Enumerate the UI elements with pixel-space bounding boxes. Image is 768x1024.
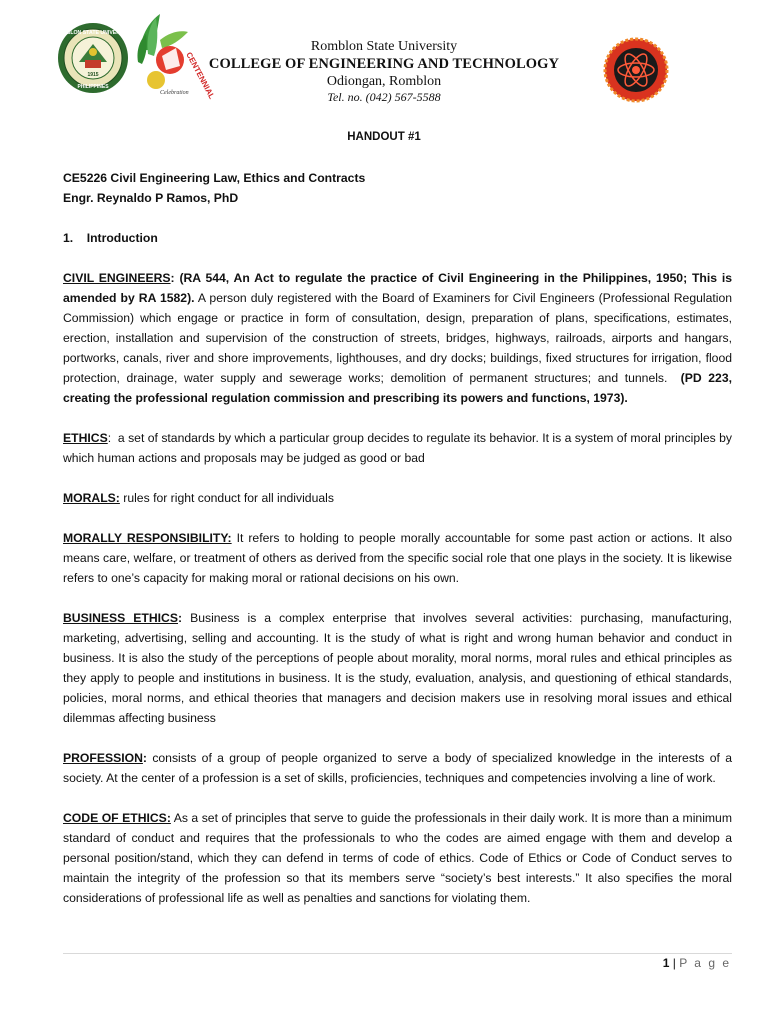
definition-business-ethics: BUSINESS ETHICS: Business is a complex enterprise that involves several activities: purchasing, manufacturing, marketing, advertising, selling and accounting. It is the study of what is right and wrong human behavior and conduct in business. It is also the study of the perceptions of people about morality, moral norms, moral rules and ethical principles as they apply to people and institutions in business. It is the study, evaluation, analysis, and questioning of ethical standards, policies, moral norms, and ethical theories that managers and decision makers use in resolving moral issues and ethical dilemmas affecting business bbox=[63, 611, 732, 725]
handout-title: HANDOUT #1 bbox=[347, 131, 421, 143]
seal-country-text: PHILIPPINES bbox=[77, 84, 109, 90]
page-label: P a g e bbox=[679, 956, 731, 970]
centennial-logo bbox=[130, 10, 217, 101]
section-number: 1. bbox=[63, 231, 74, 245]
seal-top-text: ROMBLON STATE UNIVERSITY bbox=[54, 30, 132, 36]
footer-separator: | bbox=[672, 956, 676, 970]
page-footer bbox=[663, 954, 731, 972]
section-title: Introduction bbox=[86, 231, 158, 245]
definition-term: CIVIL ENGINEERS bbox=[63, 271, 171, 285]
course-title: CE5226 Civil Engineering Law, Ethics and Contracts bbox=[63, 171, 366, 185]
definition-term: BUSINESS ETHICS bbox=[63, 611, 178, 625]
definition-term: MORALS: bbox=[63, 491, 120, 505]
definition-term: ETHICS bbox=[63, 431, 108, 445]
definition-term: CODE OF ETHICS: bbox=[63, 811, 171, 825]
definition-term: MORALLY RESPONSIBILITY: bbox=[63, 531, 232, 545]
definition-ethics: ETHICS: a set of standards by which a particular group decides to regulate its behavior. It is a system of moral principles by which human actions and proposals may be judged as good or bad bbox=[63, 431, 732, 465]
definition-text: As a set of principles that serve to guide the professionals in their daily work. It is more than a minimum standard of conduct and requires that the professionals to who the codes are aimed engage with them and develop a personal position/stand, which they can defend in terms of code of ethics. Code of Ethics or Code of Conduct serves to maintain the integrity of the profession so that its members serve “society’s best interests.” It also specifies the moral considerations of professional life as well as penalties and sanctions for violating them. bbox=[63, 811, 732, 905]
page-number: 1 bbox=[662, 956, 670, 970]
footer-divider bbox=[63, 953, 732, 954]
definition-text: Business is a complex enterprise that involves several activities: purchasing, manufacturing, marketing, advertising, selling and accounting. It is the study of what is right and wrong human behavior and conduct in business. It is also the study of the perceptions of people about morality, moral norms, moral rules and ethical principles as they apply to people and institutions in business. It is the study, evaluation, analysis, and questioning of ethical standards, policies, moral norms, and ethical theories that managers and decision makers use in resolving moral issues and ethical dilemmas affecting business bbox=[63, 611, 732, 725]
letterhead bbox=[200, 38, 568, 105]
centennial-sub-text: Celebration bbox=[160, 90, 189, 96]
college-name: COLLEGE OF ENGINEERING AND TECHNOLOGY bbox=[208, 56, 560, 72]
definition-reference-2: (PD 223, creating the professional regulation commission and prescribing its powers and functions, 1973). bbox=[63, 371, 732, 405]
centennial-text: CENTENNIAL bbox=[184, 50, 217, 101]
definition-profession: PROFESSION: consists of a group of people organized to serve a body of specialized knowledge in the interests of a society. At the center of a profession is a set of skills, proficiencies, techniques and competencies involving a line of work. bbox=[63, 751, 732, 785]
instructor-name: Engr. Reynaldo P Ramos, PhD bbox=[63, 191, 239, 205]
university-seal-logo bbox=[54, 22, 132, 94]
university-name: Romblon State University bbox=[310, 39, 458, 54]
definition-morals bbox=[63, 488, 732, 508]
definition-text: A person duly registered with the Board of Examiners for Civil Engineers (Professional Regulation Commission) which engage or practice in form of consultation, design, preparation of plans, specifications, estimates, erection, installation and supervision of the construction of streets, bridges, highways, railroads, airports and hangars, portworks, canals, river and shore improvements, lighthouses, and dry docks; buildings, fixed structures for irrigation, flood protection, drainage, water supply and sewerage works; demolition of permanent structures; and tunnels. bbox=[63, 291, 733, 385]
document-body bbox=[63, 168, 732, 908]
seal-year-text: 1915 bbox=[87, 72, 99, 78]
definition-moral-responsibility bbox=[63, 528, 732, 588]
definition-text: a set of standards by which a particular group decides to regulate its behavior. It is a system of moral principles by which human actions and proposals may be judged as good or bad bbox=[63, 431, 732, 465]
definition-code-of-ethics bbox=[63, 808, 732, 908]
section-heading bbox=[63, 228, 732, 248]
definition-text: consists of a group of people organized to serve a body of specialized knowledge in the interests of a society. At the center of a profession is a set of skills, proficiencies, techniques and competencies involving a line of work. bbox=[63, 751, 732, 785]
telephone-number: Tel. no. (042) 567-5588 bbox=[327, 90, 441, 104]
definition-reference: (RA 544, An Act to regulate the practice of Civil Engineering in the Philippines, 1950; This is amended by RA 1582). bbox=[63, 271, 732, 305]
college-location: Odiongan, Romblon bbox=[326, 74, 442, 89]
definition-term: PROFESSION bbox=[63, 751, 143, 765]
definition-civil-engineers: CIVIL ENGINEERS: (RA 544, An Act to regulate the practice of Civil Engineering in the Philippines, 1950; This is amended by RA 1582). A person duly registered with the Board of Examiners for Civil Engineers (Professional Regulation Commission) which engage or practice in form of consultation, design, preparation of plans, specifications, estimates, erection, installation and supervision of the construction of streets, bridges, highways, railroads, airports and hangars, portworks, canals, river and shore improvements, lighthouses, and dry docks; buildings, fixed structures for irrigation, flood protection, drainage, water supply and sewerage works; demolition of permanent structures; and tunnels. (PD 223, creating the professional regulation commission and prescribing its powers and functions, 1973). bbox=[63, 271, 733, 405]
definition-text: rules for right conduct for all individuals bbox=[123, 491, 334, 505]
definition-text: It refers to holding to people morally accountable for some past action or actions. It also means care, welfare, or treatment of others as derived from the specific social role that one plays in the society. It is likewise refers to one’s capacity for making moral or rational decisions on his own. bbox=[63, 531, 732, 585]
engineering-college-logo bbox=[600, 38, 672, 102]
